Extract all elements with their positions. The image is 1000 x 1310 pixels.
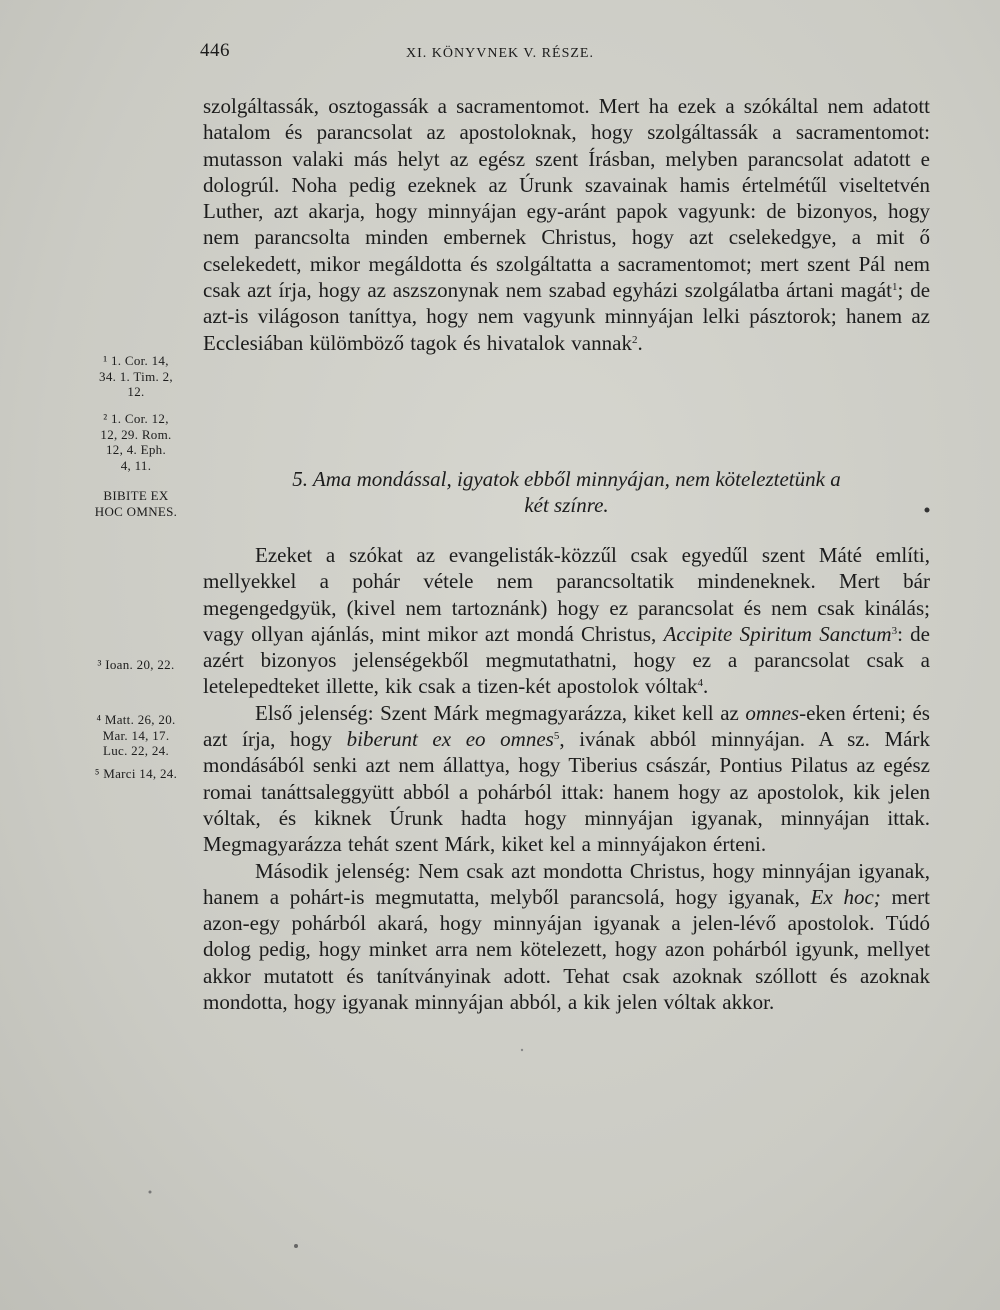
- paragraph-1-mid: ; de azt-is világoson taníttya, hogy nem vagyunk minnyájan lelki pásztorok; hanem az Ecclesiában külömböző tagok és hivatalok vannak: [203, 278, 931, 355]
- section-heading-line-2: két színre.: [524, 493, 609, 517]
- footnote-ref-4: 4: [697, 677, 703, 690]
- latin-quote-accipite: Accipite Spiritum Sanctum: [663, 621, 892, 646]
- section-heading-line-1: 5. Ama mondással, igyatok ebből minnyájan, nem köteleztetünk a: [292, 467, 841, 491]
- latin-quote-biberunt: biberunt ex eo omnes: [346, 727, 554, 752]
- footnote-ref-3: 3: [891, 624, 898, 637]
- margin-note-4-line-3: Luc. 22, 24.: [102, 743, 170, 758]
- margin-note-1-line-1: ¹ 1. Cor. 14,: [103, 353, 169, 368]
- paragraph-3-a: Első jelenség: Szent Márk megmagyarázza, kiket kell az: [255, 700, 746, 725]
- paragraph-3-b: -eken érteni; és azt írja, hogy: [203, 700, 930, 752]
- paper-speck: [925, 508, 930, 513]
- margin-note-2-line-1: ² 1. Cor. 12,: [103, 411, 169, 426]
- margin-note-3-line-1: ³ Ioan. 20, 22.: [97, 657, 175, 672]
- margin-note-5-line-1: ⁵ Marci 14, 24.: [94, 766, 178, 781]
- margin-note-1-line-3: 12.: [127, 384, 145, 399]
- paragraph-4-b: mert azon-egy pohárból akará, hogy minnyájan igyanak a jelen-lévő apostolok. Túdó dolog pedig, hogy minket arra nem kötelezett, hogy azon pohárból igyunk, mellyet akkor mutatott és tanítványinak adott. Tehat csak azoknak szóllott és azoknak mondotta, hogy igyanak minnyájan abból, a kik jelen vóltak akkor.: [203, 884, 931, 1015]
- margin-note-2-line-2: 12, 29. Rom.: [100, 426, 172, 442]
- margin-note-2-line-3: 12, 4. Eph.: [106, 442, 166, 457]
- paragraph-2-b: : de azért bizonyos jelenségekből megmutathatni, hogy ez a parancsolat csak a letelepedteket illette, kik csak a tizen-két apostolok vóltak: [203, 621, 930, 699]
- margin-note-2-line-4: 4, 11.: [120, 457, 152, 473]
- margin-note-4-line-2: Mar. 14, 17.: [102, 727, 170, 743]
- footnote-ref-5: 5: [553, 730, 560, 743]
- paragraph-4-a: Második jelenség: Nem csak azt mondotta Christus, hogy minnyájan igyanak, hanem a pohárt-is megmutatta, melyből parancsolá, hogy igyanak,: [203, 858, 930, 909]
- paragraph-2-c: .: [703, 674, 709, 699]
- paper-speck: [149, 1191, 152, 1194]
- paper-speck: [521, 1049, 523, 1051]
- paragraph-1-end: .: [637, 330, 643, 355]
- running-title: XI. KÖNYVNEK V. RÉSZE.: [406, 46, 594, 61]
- margin-caption-line-1: BIBITE EX: [103, 488, 169, 503]
- paragraph-3-c: , ivának abból minnyájan. A sz. Márk mondásából senki azt nem állattya, hogy Tiberius császár, Pontius Pilatus az egész romai tanáttsaleggyütt abból a pohárból ittak: hanem hogy az apostolok, kik jelen vóltak, és kiknek Úrunk hadta hogy minnyájan igyanak, minnyájan ittak. Megmagyarázza tehát szent Márk, kiket kel a minnyájakon érteni.: [203, 727, 930, 857]
- footnote-ref-1: 1: [892, 281, 898, 294]
- page-number: 446: [200, 40, 230, 61]
- paper-speck: [294, 1244, 298, 1248]
- margin-caption-line-2: HOC OMNES.: [94, 503, 178, 519]
- margin-note-4-line-1: ⁴ Matt. 26, 20.: [96, 712, 176, 727]
- latin-word-omnes: omnes: [745, 700, 800, 725]
- paragraph-1-text: szolgáltassák, osztogassák a sacramentomot. Mert ha ezek a szókáltal nem adatott hatalom és parancsolat az apostoloknak, hogy szolgáltassák a sacramentomot: mutasson valaki más helyt az egész szent Írásban, melyben parancsolat adatott e dologrúl. Noha pedig ezeknek az Úrunk szavainak hamis értelmétűl viseltetvén Luther, azt akarja, hogy minnyájan egy-aránt papok vagyunk: de bizonyos, hogy nem parancsolta minden embernek Christus, hogy azt cselekedgye, a mit ő cselekedett, mikor megáldotta és szolgáltatta a sacramentomot; mert szent Pál nem csak azt írja, hogy az aszszonynak nem szabad egyházi szolgálatba ártani magát: [203, 94, 930, 303]
- latin-quote-ex-hoc: Ex hoc;: [810, 884, 881, 909]
- footnote-ref-2: 2: [631, 333, 638, 346]
- paragraph-2-a: Ezeket a szókat az evangelisták-közzűl csak egyedűl szent Máté említi, mellyekkel a pohár vétele nem parancsoltatik mindeneknek. Mert bár megengedgyük, (kivel nem tartoznánk) hogy ez parancsolat és nem csak kinálás; vagy ollyan ajánlás, mint mikor azt mondá Christus,: [203, 543, 930, 646]
- margin-note-1-line-2: 34. 1. Tim. 2,: [99, 368, 173, 384]
